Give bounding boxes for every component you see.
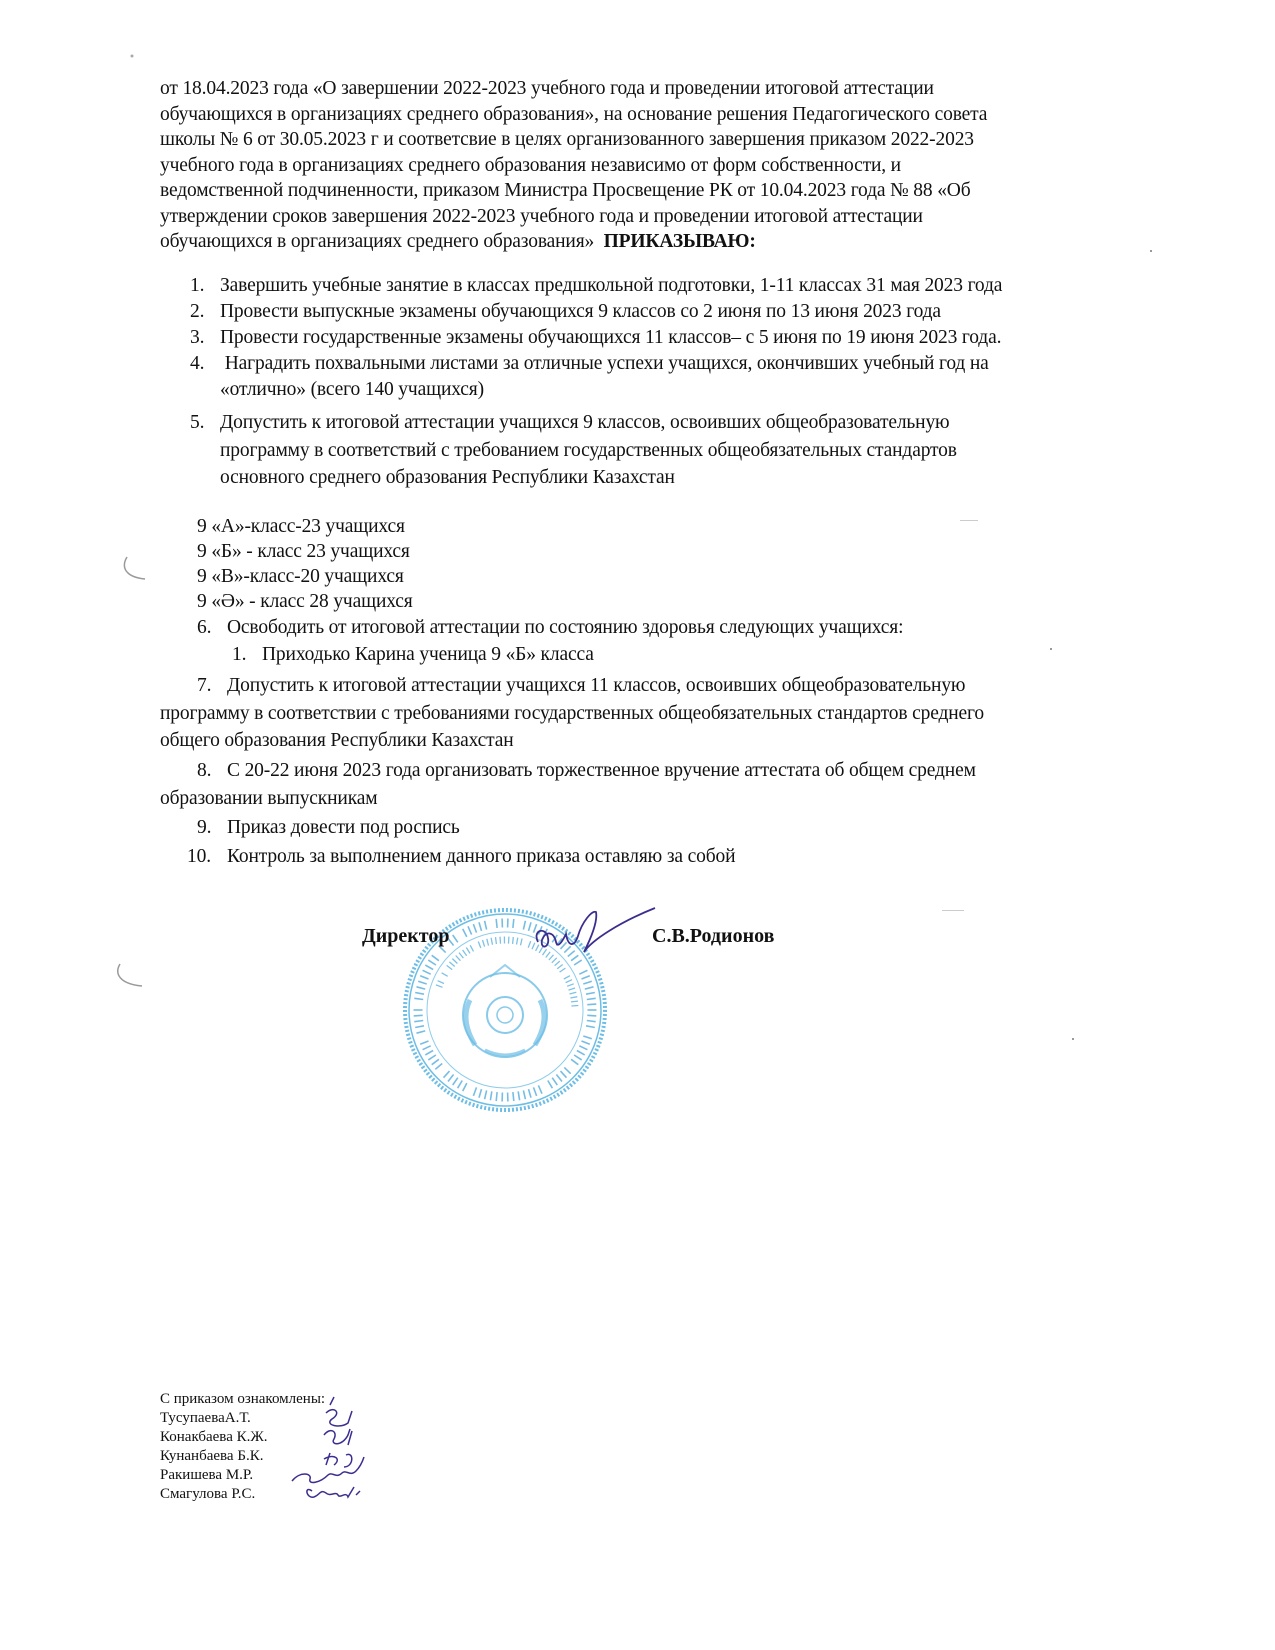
acknowledgement-signatures [290,1395,390,1505]
item-number: 7. [197,675,212,696]
acknowledgement-name: Смагулова Р.С. [160,1486,256,1502]
class-count-9ae: 9 «Ә» - класс 28 учащихся [197,591,413,612]
stamp-glyph [496,1092,497,1101]
stamp-glyph [552,1078,557,1085]
stamp-glyph [571,1001,578,1002]
stamp-glyph [479,922,482,931]
stamp-glyph [513,919,514,928]
item-text: «отлично» (всего 140 учащихся) [220,378,484,400]
stamp-glyph [538,1085,542,1093]
stamp-glyph [586,1026,595,1028]
stamp-glyph [483,940,485,947]
stamp-glyph [417,1031,426,1033]
scan-dot [942,910,964,911]
stamp-glyph [428,1055,436,1060]
order-item-7 [160,673,984,754]
item-text: Завершить учебные занятие в классах предшкольной подготовки, 1-11 классах 31 мая 2023 года [220,275,1003,296]
item-text: общего образования Республики Казахстан [160,730,514,751]
stamp-glyph [432,955,439,960]
stamp-glyph [491,938,492,945]
stamp-glyph [529,1089,532,1098]
stamp-glyph [425,1051,433,1055]
intro-line [160,229,1160,255]
stamp-glyph [579,970,587,974]
stamp-glyph [417,987,426,989]
class-count-9v: 9 «В»-класс-20 учащихся [197,566,404,587]
item-number: 3. [190,327,205,348]
stamp-glyph [463,929,467,937]
item-text: С 20-22 июня 2023 года организовать торжественное вручение аттестата об общем среднем [227,760,976,781]
intro-paragraph [160,76,1160,255]
scan-dot [1050,648,1052,650]
acknowledgement-name: Ракишева М.Р. [160,1467,254,1483]
stamp-glyph [423,970,431,974]
item-number: 6. [197,617,212,638]
item-text: Допустить к итоговой аттестации учащихся 11 классов, освоивших общеобразовательную [227,675,966,696]
item-number: 5. [190,412,205,433]
intro-line: учебного года в организациях среднего образования независимо от форм собственности, и [160,154,901,176]
signature-position: Директор [362,925,450,947]
stamp-glyph [453,935,458,942]
stamp-glyph [585,987,594,989]
acknowledgement-name: ТусупаеваА.Т. [160,1410,251,1426]
acknowledgement-name: Кунанбаева Б.К. [160,1448,264,1464]
stamp-glyph [587,998,596,999]
item-text: Приходько Карина ученица 9 «Б» класса [262,644,594,665]
scan-mark-top [128,52,138,62]
item-number: 1. [232,644,247,665]
stamp-glyph [423,1046,431,1050]
stamp-glyph [582,976,590,979]
stamp-glyph [571,1059,578,1064]
stamp-glyph [564,976,570,979]
stamp-glyph [418,981,427,984]
intro-line-text: обучающихся в организациях среднего образования» [160,231,595,252]
director-signature [520,900,670,970]
stamp-glyph [468,926,472,934]
order-item-4 [190,351,989,402]
stamp-glyph [587,1021,596,1022]
stamp-glyph [456,956,461,961]
stamp-glyph [566,980,572,983]
stamp-glyph [447,965,453,969]
stamp-glyph [453,1078,458,1085]
stamp-glyph [582,1041,590,1044]
stamp-glyph [470,945,473,951]
stamp-glyph [574,1055,582,1060]
item-text: Освободить от итоговой аттестации по состоянию здоровья следующих учащихся: [227,617,904,638]
item-text: Провести выпускные экзамены обучающихся 9 классов со 2 июня по 13 июня 2023 года [220,301,941,322]
stamp-glyph [436,985,443,987]
order-item-5 [190,410,957,491]
intro-line: обучающихся в организациях среднего образования», на основание решения Педагогического совета [160,103,988,125]
stamp-glyph [490,1091,491,1100]
acknowledgement-title: С приказом ознакомлены: [160,1391,326,1407]
scan-dot [1072,1038,1074,1040]
item-text: основного среднего образования Республики Казахстан [220,467,675,488]
item-text: Контроль за выполнением данного приказа оставляю за собой [227,846,736,867]
stamp-glyph [463,1083,467,1091]
stamp-glyph [496,919,497,928]
class-count-9b: 9 «Б» - класс 23 учащихся [197,541,410,562]
stamp-glyph [485,1090,487,1099]
item-number: 1. [190,275,205,296]
stamp-glyph [415,1026,424,1028]
signature-name: С.В.Родионов [652,925,775,947]
item-number: 9. [197,817,212,838]
stamp-glyph [432,1059,439,1064]
stamp-glyph [587,1015,596,1016]
stamp-glyph [452,959,457,964]
stamp-glyph [449,962,454,967]
order-word: ПРИКАЗЫВАЮ: [603,231,756,252]
stamp-glyph [534,1087,537,1096]
stamp-glyph [513,937,514,944]
stamp-glyph [414,1015,423,1016]
stamp-glyph [473,1087,476,1096]
stamp-glyph [517,938,518,945]
stamp-glyph [478,942,481,949]
stamp-glyph [425,965,433,969]
stamp-glyph [583,981,592,984]
intro-line: школы № 6 от 30.05.2023 г и соответсвие в целях организованного завершения приказом 2022-2023 [160,129,974,150]
order-item-6 [197,615,903,641]
stamp-glyph [435,1064,442,1070]
stamp-glyph [583,1036,592,1039]
stamp-glyph [458,1081,463,1089]
item-number: 8. [197,760,212,781]
stamp-glyph [420,976,428,979]
stamp-glyph [564,1067,570,1073]
stamp-glyph [444,1071,450,1078]
stamp-glyph [485,921,487,930]
stamp-glyph [473,924,476,933]
item-text: Наградить похвальными листами за отличные успехи учащихся, окончивших учебный год на [220,353,989,374]
scan-dot [960,520,978,521]
item-text: образовании выпускникам [160,787,378,809]
stamp-glyph [428,960,436,965]
item-text: Приказ довести под роспись [227,817,460,838]
item-number: 4. [190,353,205,374]
stamp-glyph [459,953,463,959]
order-item-3 [190,325,1001,351]
stamp-glyph [567,984,574,987]
stamp-glyph [569,988,576,990]
order-item-6-sub-1 [232,642,594,668]
item-number: 10. [187,846,211,867]
acknowledgement-name: Конакбаева К.Ж. [160,1429,268,1445]
stamp-glyph [518,1091,519,1100]
order-item-2 [190,299,941,325]
intro-line: ведомственной подчиненности, приказом Министра Просвещение РК от 10.04.2023 года № 88 «Об [160,180,971,201]
stamp-glyph [420,1041,428,1044]
scan-dot [1150,250,1152,252]
stamp-glyph [587,1004,596,1005]
order-item-10 [187,844,735,870]
scan-mark-left-1 [115,555,155,585]
order-item-9 [197,815,460,841]
stamp-glyph [487,939,489,946]
stamp-glyph [448,1075,454,1082]
stamp-glyph [579,1046,587,1050]
scan-mark-left-2 [110,962,150,992]
class-count-9a: 9 «А»-класс-23 учащихся [197,516,405,537]
order-item-8 [160,758,976,811]
stamp-glyph [570,992,577,994]
stamp-glyph [500,937,501,944]
item-text: Допустить к итоговой аттестации учащихся 9 классов, освоивших общеобразовательную [220,412,950,433]
stamp-glyph [463,950,467,956]
stamp-glyph [479,1089,482,1098]
stamp-glyph [414,1021,423,1022]
intro-line: от 18.04.2023 года «О завершении 2022-2023 учебного года и проведении итоговой аттестации [160,78,934,99]
stamp-glyph [415,993,424,995]
stamp-glyph [442,973,448,977]
stamp-glyph [414,998,423,999]
stamp-glyph [570,997,577,998]
stamp-glyph [466,948,470,954]
stamp-glyph [561,1071,567,1078]
item-text: программу в соответствии с требованиями государственных общеобязательных стандартов среднего [160,702,985,724]
stamp-glyph [577,1051,585,1055]
stamp-glyph [513,1092,514,1101]
item-text: программу в соответствий с требованием государственных общеобязательных стандартов [220,439,957,461]
stamp-glyph [496,937,497,944]
item-text: Провести государственные экзамены обучающихся 11 классов– с 5 июня по 19 июня 2023 года. [220,327,1002,348]
stamp-glyph [556,1075,562,1082]
stamp-glyph [523,1090,525,1099]
item-number: 2. [190,301,205,322]
stamp-glyph [548,1081,553,1089]
stamp-glyph [571,1006,578,1007]
stamp-glyph [586,993,595,995]
intro-line: утверждении сроков завершения 2022-2023 учебного года и проведении итоговой аттестации [160,205,923,227]
stamp-glyph [438,981,444,984]
order-item-1 [190,273,1002,299]
